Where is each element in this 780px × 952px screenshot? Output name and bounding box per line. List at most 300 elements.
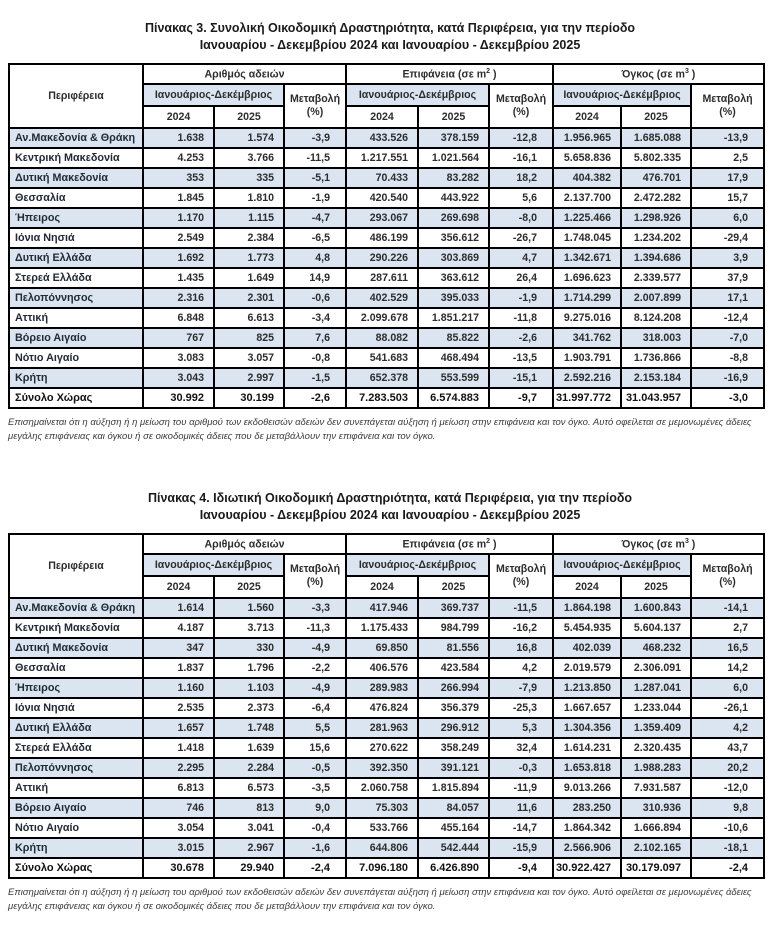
value-cell: 476.701: [621, 168, 691, 188]
value-cell: 2.535: [143, 698, 214, 718]
value-cell: 6,0: [691, 208, 764, 228]
value-cell: 5,5: [284, 718, 346, 738]
table-row: [9, 838, 764, 858]
column-header-period: Ιανουάριος-Δεκέμβριος: [143, 84, 284, 106]
value-cell: -12,0: [691, 778, 764, 798]
change-percent-label: (%): [306, 106, 324, 118]
value-cell: 85.822: [418, 328, 489, 348]
column-header-period: Ιανουάριος-Δεκέμβριος: [553, 84, 691, 106]
value-cell: 2.997: [214, 368, 284, 388]
value-cell: -8,0: [489, 208, 553, 228]
value-cell: 1.773: [214, 248, 284, 268]
region-cell: Βόρειο Αιγαίο: [9, 328, 143, 348]
value-cell: 30.199: [214, 388, 284, 408]
value-cell: 1.692: [143, 248, 214, 268]
group-label: Όγκος (σε m: [621, 538, 685, 551]
value-cell: 433.526: [346, 128, 418, 148]
value-cell: 3,9: [691, 248, 764, 268]
value-cell: 5.454.935: [553, 618, 621, 638]
column-header-change: [691, 554, 764, 598]
column-group-surface: [346, 64, 553, 84]
value-cell: -3,9: [284, 128, 346, 148]
value-cell: -1,9: [489, 288, 553, 308]
table-4-title-line1: Πίνακας 4. Ιδιωτική Οικοδομική Δραστηριότητα, κατά Περιφέρεια, για την περίοδο: [147, 491, 633, 505]
value-cell: 1.714.299: [553, 288, 621, 308]
value-cell: 2,7: [691, 618, 764, 638]
value-cell: 16,5: [691, 638, 764, 658]
value-cell: 1.810: [214, 188, 284, 208]
group-label: Αριθμός αδειών: [204, 538, 285, 551]
region-cell: Αττική: [9, 308, 143, 328]
value-cell: 1.359.409: [621, 718, 691, 738]
table-private-building-activity: [8, 533, 765, 879]
value-cell: 6.573: [214, 778, 284, 798]
column-header-change: [284, 84, 346, 128]
value-cell: -1,9: [284, 188, 346, 208]
value-cell: 4,8: [284, 248, 346, 268]
value-cell: 6.613: [214, 308, 284, 328]
table-row: [9, 638, 764, 658]
value-cell: -11,9: [489, 778, 553, 798]
change-percent-label: (%): [512, 576, 530, 588]
column-header-2024: 2024: [143, 576, 214, 598]
column-header-2024: 2024: [553, 576, 621, 598]
value-cell: 283.250: [553, 798, 621, 818]
table-row: [9, 598, 764, 618]
value-cell: 1.796: [214, 658, 284, 678]
value-cell: 7.096.180: [346, 858, 418, 878]
value-cell: -0,4: [284, 818, 346, 838]
value-cell: 83.282: [418, 168, 489, 188]
value-cell: 11,6: [489, 798, 553, 818]
column-header-change: [284, 554, 346, 598]
value-cell: 2.284: [214, 758, 284, 778]
value-cell: 2.306.091: [621, 658, 691, 678]
value-cell: 330: [214, 638, 284, 658]
value-cell: 30.678: [143, 858, 214, 878]
column-header-2025: 2025: [214, 106, 284, 128]
region-cell: Σύνολο Χώρας: [9, 858, 143, 878]
value-cell: 2.339.577: [621, 268, 691, 288]
value-cell: 1.903.791: [553, 348, 621, 368]
region-cell: Ήπειρος: [9, 208, 143, 228]
value-cell: 1.638: [143, 128, 214, 148]
change-percent-label: (%): [306, 576, 324, 588]
value-cell: 1.649: [214, 268, 284, 288]
table-4-footnote: Επισημαίνεται ότι η αύξηση ή η μείωση του αριθμού των εκδοθεισών αδειών δεν συνεπάγεται αύξηση ή μείωση στην επιφάνεια και τον όγκο. Αυτό οφείλεται σε μεμονωμένες άδειες μεγάλης επιφάνειας και όγκου ή σε οικοδομικές άδειες που δε μεταβάλλουν την επιφάνεια και τον όγκο.: [8, 887, 752, 912]
value-cell: 303.869: [418, 248, 489, 268]
value-cell: 417.946: [346, 598, 418, 618]
value-cell: -2,4: [691, 858, 764, 878]
region-cell: Ιόνια Νησιά: [9, 228, 143, 248]
table-row: [9, 778, 764, 798]
value-cell: -16,2: [489, 618, 553, 638]
table-row: [9, 798, 764, 818]
value-cell: -14,1: [691, 598, 764, 618]
value-cell: 69.850: [346, 638, 418, 658]
value-cell: 17,9: [691, 168, 764, 188]
value-cell: 2.102.165: [621, 838, 691, 858]
column-header-2024: 2024: [346, 106, 418, 128]
value-cell: 369.737: [418, 598, 489, 618]
change-label: Μεταβολή: [495, 93, 547, 105]
value-cell: 455.164: [418, 818, 489, 838]
value-cell: 2.384: [214, 228, 284, 248]
value-cell: 356.612: [418, 228, 489, 248]
value-cell: -6,5: [284, 228, 346, 248]
value-cell: 43,7: [691, 738, 764, 758]
value-cell: 1.864.342: [553, 818, 621, 838]
section-table-3: [0, 20, 780, 444]
table-row: [9, 678, 764, 698]
region-cell: Αττική: [9, 778, 143, 798]
value-cell: 1.851.217: [418, 308, 489, 328]
total-row: [9, 388, 764, 408]
value-cell: 1.217.551: [346, 148, 418, 168]
value-cell: 84.057: [418, 798, 489, 818]
value-cell: 9.275.016: [553, 308, 621, 328]
value-cell: -29,4: [691, 228, 764, 248]
table-3-body: [9, 128, 764, 408]
value-cell: 30.179.097: [621, 858, 691, 878]
value-cell: 1.435: [143, 268, 214, 288]
value-cell: 296.912: [418, 718, 489, 738]
table-row: [9, 168, 764, 188]
unit-superscript: 3: [684, 67, 689, 75]
value-cell: -14,7: [489, 818, 553, 838]
total-row: [9, 858, 764, 878]
value-cell: 20,2: [691, 758, 764, 778]
change-label: Μεταβολή: [495, 563, 547, 575]
group-label: Επιφάνεια (σε m: [402, 538, 487, 551]
value-cell: -6,4: [284, 698, 346, 718]
value-cell: 1.657: [143, 718, 214, 738]
value-cell: 404.382: [553, 168, 621, 188]
value-cell: 37,9: [691, 268, 764, 288]
value-cell: 7.283.503: [346, 388, 418, 408]
value-cell: 1.394.686: [621, 248, 691, 268]
value-cell: 318.003: [621, 328, 691, 348]
value-cell: 269.698: [418, 208, 489, 228]
unit-superscript: 2: [486, 67, 491, 75]
value-cell: 5.802.335: [621, 148, 691, 168]
value-cell: 1.304.356: [553, 718, 621, 738]
value-cell: -10,6: [691, 818, 764, 838]
value-cell: 378.159: [418, 128, 489, 148]
value-cell: 2.472.282: [621, 188, 691, 208]
region-cell: Πελοπόννησος: [9, 758, 143, 778]
value-cell: 9,8: [691, 798, 764, 818]
value-cell: 8.124.208: [621, 308, 691, 328]
value-cell: 310.936: [621, 798, 691, 818]
value-cell: 1.574: [214, 128, 284, 148]
value-cell: 7.931.587: [621, 778, 691, 798]
table-row: [9, 658, 764, 678]
value-cell: 2.007.899: [621, 288, 691, 308]
value-cell: 1.685.088: [621, 128, 691, 148]
value-cell: 553.599: [418, 368, 489, 388]
table-row: [9, 618, 764, 638]
value-cell: 2.099.678: [346, 308, 418, 328]
value-cell: -11,3: [284, 618, 346, 638]
value-cell: 31.043.957: [621, 388, 691, 408]
table-3-title: [8, 20, 772, 54]
value-cell: 356.379: [418, 698, 489, 718]
region-cell: Αν.Μακεδονία & Θράκη: [9, 598, 143, 618]
value-cell: 420.540: [346, 188, 418, 208]
value-cell: 270.622: [346, 738, 418, 758]
value-cell: 1.748.045: [553, 228, 621, 248]
value-cell: -3,3: [284, 598, 346, 618]
value-cell: 392.350: [346, 758, 418, 778]
value-cell: 30.992: [143, 388, 214, 408]
value-cell: 984.799: [418, 618, 489, 638]
value-cell: 486.199: [346, 228, 418, 248]
column-group-permits: [143, 64, 346, 84]
value-cell: 5.604.137: [621, 618, 691, 638]
value-cell: 9.013.266: [553, 778, 621, 798]
table-3-header: [9, 64, 764, 128]
value-cell: -5,1: [284, 168, 346, 188]
value-cell: 353: [143, 168, 214, 188]
column-group-permits: [143, 534, 346, 554]
column-header-2025: 2025: [621, 576, 691, 598]
value-cell: 1.298.926: [621, 208, 691, 228]
value-cell: 1.666.894: [621, 818, 691, 838]
value-cell: 3.713: [214, 618, 284, 638]
value-cell: 1.614.231: [553, 738, 621, 758]
value-cell: 341.762: [553, 328, 621, 348]
value-cell: 3.043: [143, 368, 214, 388]
value-cell: 1.175.433: [346, 618, 418, 638]
value-cell: 1.736.866: [621, 348, 691, 368]
value-cell: 1.614: [143, 598, 214, 618]
value-cell: 1.234.202: [621, 228, 691, 248]
value-cell: 290.226: [346, 248, 418, 268]
value-cell: 3.054: [143, 818, 214, 838]
value-cell: 4,2: [691, 718, 764, 738]
group-label-suffix: ): [688, 538, 696, 551]
value-cell: 2.373: [214, 698, 284, 718]
table-row: [9, 368, 764, 388]
value-cell: 6,0: [691, 678, 764, 698]
table-row: [9, 348, 764, 368]
value-cell: 2.060.758: [346, 778, 418, 798]
value-cell: 1.639: [214, 738, 284, 758]
table-row: [9, 208, 764, 228]
value-cell: 3.057: [214, 348, 284, 368]
value-cell: 395.033: [418, 288, 489, 308]
column-header-period: Ιανουάριος-Δεκέμβριος: [346, 554, 489, 576]
change-percent-label: (%): [512, 106, 530, 118]
change-label: Μεταβολή: [702, 563, 753, 575]
value-cell: 533.766: [346, 818, 418, 838]
table-4-header: [9, 534, 764, 598]
table-total-building-activity: [8, 63, 765, 409]
value-cell: -0,5: [284, 758, 346, 778]
value-cell: -0,6: [284, 288, 346, 308]
value-cell: 7,6: [284, 328, 346, 348]
value-cell: 1.837: [143, 658, 214, 678]
column-group-volume: [553, 534, 764, 554]
value-cell: -26,1: [691, 698, 764, 718]
value-cell: -4,9: [284, 638, 346, 658]
column-header-period: Ιανουάριος-Δεκέμβριος: [143, 554, 284, 576]
table-row: [9, 328, 764, 348]
value-cell: -3,4: [284, 308, 346, 328]
value-cell: 6.813: [143, 778, 214, 798]
column-header-change: [489, 554, 553, 598]
region-cell: Κρήτη: [9, 838, 143, 858]
value-cell: 825: [214, 328, 284, 348]
unit-superscript: 2: [486, 537, 491, 545]
value-cell: -3,0: [691, 388, 764, 408]
value-cell: 746: [143, 798, 214, 818]
value-cell: 16,8: [489, 638, 553, 658]
region-cell: Δυτική Μακεδονία: [9, 638, 143, 658]
value-cell: 2.137.700: [553, 188, 621, 208]
value-cell: 1.653.818: [553, 758, 621, 778]
change-label: Μεταβολή: [289, 563, 341, 575]
region-cell: Ιόνια Νησιά: [9, 698, 143, 718]
region-cell: Δυτική Μακεδονία: [9, 168, 143, 188]
region-cell: Σύνολο Χώρας: [9, 388, 143, 408]
table-row: [9, 128, 764, 148]
value-cell: 335: [214, 168, 284, 188]
value-cell: -2,6: [489, 328, 553, 348]
column-group-surface: [346, 534, 553, 554]
value-cell: -1,5: [284, 368, 346, 388]
value-cell: 1.696.623: [553, 268, 621, 288]
table-3-footnote: Επισημαίνεται ότι η αύξηση ή η μείωση του αριθμού των εκδοθεισών αδειών δεν συνεπάγεται αύξηση ή μείωση στην επιφάνεια και τον όγκο. Αυτό οφείλεται σε μεμονωμένες άδειες μεγάλης επιφάνειας και όγκου ή σε οικοδομικές άδειες που δε μεταβάλλουν την επιφάνεια και τον όγκο.: [8, 417, 752, 442]
table-4-title: [8, 490, 772, 524]
value-cell: 2.592.216: [553, 368, 621, 388]
value-cell: 423.584: [418, 658, 489, 678]
column-group-volume: [553, 64, 764, 84]
table-row: [9, 148, 764, 168]
value-cell: -3,5: [284, 778, 346, 798]
value-cell: 1.170: [143, 208, 214, 228]
change-percent-label: (%): [719, 106, 736, 118]
change-label: Μεταβολή: [702, 93, 753, 105]
value-cell: 644.806: [346, 838, 418, 858]
value-cell: -2,4: [284, 858, 346, 878]
value-cell: 4.253: [143, 148, 214, 168]
column-header-period: Ιανουάριος-Δεκέμβριος: [346, 84, 489, 106]
value-cell: 2.566.906: [553, 838, 621, 858]
region-cell: Νότιο Αιγαίο: [9, 348, 143, 368]
value-cell: 363.612: [418, 268, 489, 288]
table-row: [9, 698, 764, 718]
value-cell: -15,9: [489, 838, 553, 858]
value-cell: 1.748: [214, 718, 284, 738]
group-label-suffix: ): [688, 68, 696, 81]
column-header-region: Περιφέρεια: [9, 64, 143, 128]
value-cell: 15,6: [284, 738, 346, 758]
value-cell: 3.083: [143, 348, 214, 368]
column-header-2024: 2024: [143, 106, 214, 128]
region-cell: Κεντρική Μακεδονία: [9, 148, 143, 168]
value-cell: 1.600.843: [621, 598, 691, 618]
table-row: [9, 738, 764, 758]
value-cell: 767: [143, 328, 214, 348]
table-4-body: [9, 598, 764, 878]
value-cell: 2.153.184: [621, 368, 691, 388]
value-cell: 293.067: [346, 208, 418, 228]
region-cell: Δυτική Ελλάδα: [9, 248, 143, 268]
table-row: [9, 288, 764, 308]
value-cell: -12,8: [489, 128, 553, 148]
region-cell: Αν.Μακεδονία & Θράκη: [9, 128, 143, 148]
value-cell: 347: [143, 638, 214, 658]
table-3-title-line1: Πίνακας 3. Συνολική Οικοδομική Δραστηριότητα, κατά Περιφέρεια, για την περίοδο: [144, 21, 636, 35]
value-cell: 88.082: [346, 328, 418, 348]
value-cell: 476.824: [346, 698, 418, 718]
value-cell: -16,1: [489, 148, 553, 168]
value-cell: 289.983: [346, 678, 418, 698]
value-cell: 1.021.564: [418, 148, 489, 168]
value-cell: -2,2: [284, 658, 346, 678]
value-cell: -9,4: [489, 858, 553, 878]
column-header-2024: 2024: [346, 576, 418, 598]
region-cell: Βόρειο Αιγαίο: [9, 798, 143, 818]
value-cell: 9,0: [284, 798, 346, 818]
value-cell: 358.249: [418, 738, 489, 758]
value-cell: -2,6: [284, 388, 346, 408]
value-cell: 1.115: [214, 208, 284, 228]
value-cell: 6.426.890: [418, 858, 489, 878]
value-cell: -25,3: [489, 698, 553, 718]
value-cell: -11,5: [284, 148, 346, 168]
value-cell: -15,1: [489, 368, 553, 388]
column-header-region: Περιφέρεια: [9, 534, 143, 598]
value-cell: 75.303: [346, 798, 418, 818]
column-header-change: [691, 84, 764, 128]
change-percent-label: (%): [719, 576, 736, 588]
region-cell: Πελοπόννησος: [9, 288, 143, 308]
table-3-title-line2: Ιανουαρίου - Δεκεμβρίου 2024 και Ιανουαρίου - Δεκεμβρίου 2025: [199, 38, 581, 52]
value-cell: 6.574.883: [418, 388, 489, 408]
value-cell: 2,5: [691, 148, 764, 168]
value-cell: 30.922.427: [553, 858, 621, 878]
region-cell: Στερεά Ελλάδα: [9, 738, 143, 758]
value-cell: 1.103: [214, 678, 284, 698]
group-label: Αριθμός αδειών: [204, 68, 285, 81]
value-cell: -0,8: [284, 348, 346, 368]
value-cell: -11,8: [489, 308, 553, 328]
value-cell: 402.039: [553, 638, 621, 658]
value-cell: 17,1: [691, 288, 764, 308]
value-cell: -13,5: [489, 348, 553, 368]
value-cell: 1.815.894: [418, 778, 489, 798]
value-cell: 1.667.657: [553, 698, 621, 718]
region-cell: Νότιο Αιγαίο: [9, 818, 143, 838]
value-cell: 81.556: [418, 638, 489, 658]
value-cell: 281.963: [346, 718, 418, 738]
region-cell: Στερεά Ελλάδα: [9, 268, 143, 288]
value-cell: -4,7: [284, 208, 346, 228]
value-cell: 1.845: [143, 188, 214, 208]
value-cell: 391.121: [418, 758, 489, 778]
table-4-title-line2: Ιανουαρίου - Δεκεμβρίου 2024 και Ιανουαρίου - Δεκεμβρίου 2025: [199, 508, 581, 522]
value-cell: 1.864.198: [553, 598, 621, 618]
value-cell: 18,2: [489, 168, 553, 188]
value-cell: 2.967: [214, 838, 284, 858]
value-cell: -18,1: [691, 838, 764, 858]
value-cell: 1.213.850: [553, 678, 621, 698]
value-cell: 2.320.435: [621, 738, 691, 758]
value-cell: 31.997.772: [553, 388, 621, 408]
